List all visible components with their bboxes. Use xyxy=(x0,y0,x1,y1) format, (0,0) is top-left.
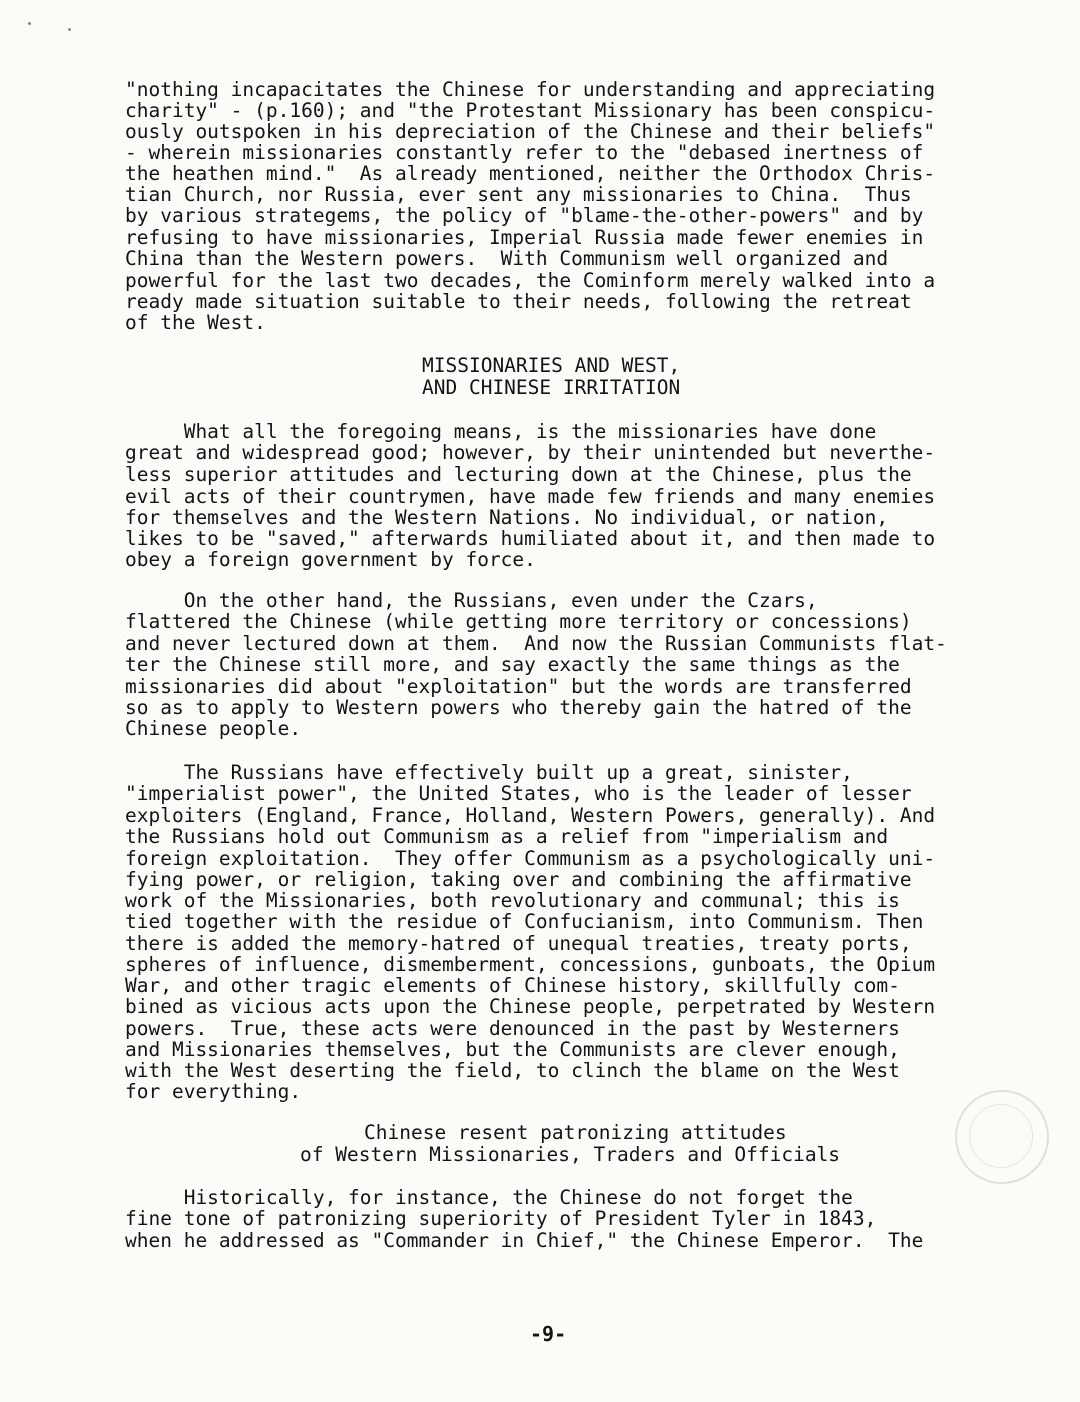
text-line: Chinese people. xyxy=(125,717,302,740)
text-line: for everything. xyxy=(125,1080,302,1103)
text-line: ously outspoken in his depreciation of the Chinese and their beliefs" xyxy=(125,120,936,143)
text-line: War, and other tragic elements of Chinese history, skillfully com- xyxy=(125,974,900,997)
text-line: missionaries did about "exploitation" but the words are transferred xyxy=(125,675,912,698)
text-line: "nothing incapacitates the Chinese for understanding and appreciating xyxy=(125,78,936,101)
text-line: the heathen mind." As already mentioned, neither the Orthodox Chris- xyxy=(125,162,936,185)
text-line: of the West. xyxy=(125,311,266,334)
text-line: for themselves and the Western Nations. No individual, or nation, xyxy=(125,506,889,529)
heading-line: AND CHINESE IRRITATION xyxy=(422,376,681,399)
text-line: the Russians hold out Communism as a relief from "imperialism and xyxy=(125,825,889,848)
text-line: China than the Western powers. With Communism well organized and xyxy=(125,247,889,270)
scan-speck xyxy=(28,22,31,25)
text-line: when he addressed as "Commander in Chief," the Chinese Emperor. The xyxy=(125,1229,924,1252)
text-line: less superior attitudes and lecturing down at the Chinese, plus the xyxy=(125,463,912,486)
archive-stamp-inner xyxy=(969,1104,1033,1168)
text-line: tian Church, nor Russia, ever sent any missionaries to China. Thus xyxy=(125,183,912,206)
text-line: charity" - (p.160); and "the Protestant Missionary has been conspicu- xyxy=(125,99,936,122)
text-line: powerful for the last two decades, the Cominform merely walked into a xyxy=(125,269,936,292)
text-line: and never lectured down at them. And now the Russian Communists flat- xyxy=(125,632,947,655)
text-line: powers. True, these acts were denounced in the past by Westerners xyxy=(125,1017,900,1040)
text-line: exploiters (England, France, Holland, Western Powers, generally). And xyxy=(125,804,936,827)
text-line: spheres of influence, dismemberment, concessions, gunboats, the Opium xyxy=(125,953,936,976)
text-line: there is added the memory-hatred of unequal treaties, treaty ports, xyxy=(125,932,912,955)
heading-line: MISSIONARIES AND WEST, xyxy=(422,354,681,377)
text-line: work of the Missionaries, both revolutionary and communal; this is xyxy=(125,889,900,912)
text-line: bined as vicious acts upon the Chinese people, perpetrated by Western xyxy=(125,995,936,1018)
text-line: obey a foreign government by force. xyxy=(125,548,536,571)
scan-speck xyxy=(68,28,71,31)
text-line: "imperialist power", the United States, who is the leader of lesser xyxy=(125,782,912,805)
text-line: evil acts of their countrymen, have made few friends and many enemies xyxy=(125,485,936,508)
heading-line: Chinese resent patronizing attitudes xyxy=(364,1121,787,1144)
text-line: ter the Chinese still more, and say exactly the same things as the xyxy=(125,653,900,676)
archive-stamp-icon xyxy=(955,1090,1049,1184)
page-number: -9- xyxy=(530,1322,567,1346)
text-line: tied together with the residue of Confucianism, into Communism. Then xyxy=(125,910,924,933)
text-line: by various strategems, the policy of "blame-the-other-powers" and by xyxy=(125,204,924,227)
text-line: and Missionaries themselves, but the Communists are clever enough, xyxy=(125,1038,900,1061)
text-line: flattered the Chinese (while getting more territory or concessions) xyxy=(125,610,912,633)
text-line: great and widespread good; however, by their unintended but neverthe- xyxy=(125,441,936,464)
text-line: refusing to have missionaries, Imperial Russia made fewer enemies in xyxy=(125,226,924,249)
text-line: so as to apply to Western powers who thereby gain the hatred of the xyxy=(125,696,912,719)
text-line: foreign exploitation. They offer Communism as a psychologically uni- xyxy=(125,847,936,870)
text-line: ready made situation suitable to their needs, following the retreat xyxy=(125,290,912,313)
text-line: Historically, for instance, the Chinese do not forget the xyxy=(125,1186,853,1209)
text-line: - wherein missionaries constantly refer to the "debased inertness of xyxy=(125,141,924,164)
text-line: The Russians have effectively built up a great, sinister, xyxy=(125,761,853,784)
text-line: fying power, or religion, taking over and combining the affirmative xyxy=(125,868,912,891)
text-line: likes to be "saved," afterwards humiliated about it, and then made to xyxy=(125,527,936,550)
text-line: with the West deserting the field, to clinch the blame on the West xyxy=(125,1059,900,1082)
text-line: fine tone of patronizing superiority of President Tyler in 1843, xyxy=(125,1207,877,1230)
heading-line: of Western Missionaries, Traders and Officials xyxy=(300,1143,841,1166)
text-line: What all the foregoing means, is the missionaries have done xyxy=(125,420,877,443)
text-line: On the other hand, the Russians, even under the Czars, xyxy=(125,589,818,612)
